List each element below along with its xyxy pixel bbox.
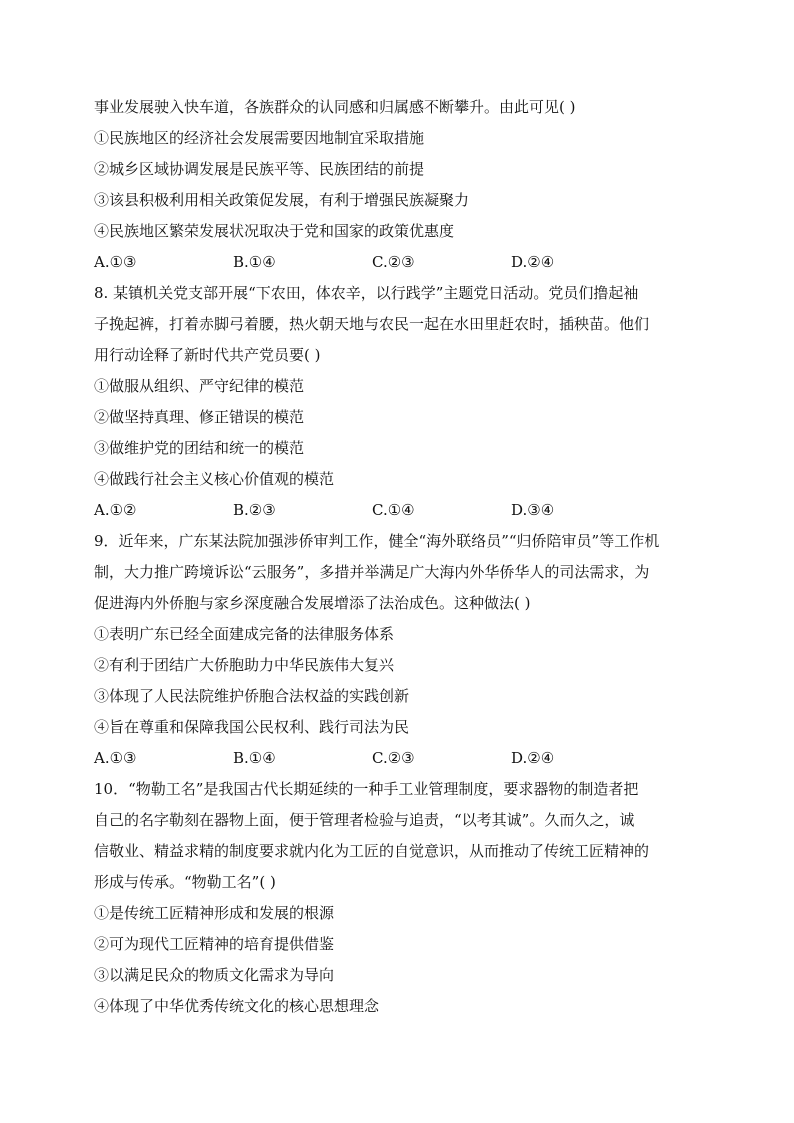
q7-option-2: ②城乡区域协调发展是民族平等、民族团结的前提 — [94, 160, 425, 178]
q9-option-1: ①表明广东已经全面建成完备的法律服务体系 — [94, 625, 395, 643]
q10-option-2: ②可为现代工匠精神的培育提供借鉴 — [94, 935, 335, 953]
q8-answer-a: A.①② — [94, 501, 137, 519]
q9-answer-choices — [94, 748, 714, 768]
q8-option-3: ③做维护党的团结和统一的模范 — [94, 439, 305, 457]
q9-answer-a: A.①③ — [94, 749, 137, 767]
q9-answer-b: B.①④ — [233, 749, 276, 767]
q9-stem-line-2: 制，大力推广跨境诉讼“云服务”，多措并举满足广大海内外华侨华人的司法需求，为 — [94, 563, 650, 581]
q8-option-4: ④做践行社会主义核心价值观的模范 — [94, 470, 335, 488]
q9-stem-line-3: 促进海内外侨胞与家乡深度融合发展增添了法治成色。这种做法( ) — [94, 594, 531, 612]
q7-answer-b: B.①④ — [233, 253, 276, 271]
q9-option-4: ④旨在尊重和保障我国公民权利、践行司法为民 — [94, 718, 410, 736]
q9-answer-d: D.②④ — [511, 749, 555, 767]
q7-option-3: ③该县积极利用相关政策促发展，有利于增强民族凝聚力 — [94, 191, 470, 209]
q8-answer-choices — [94, 500, 714, 520]
q7-answer-choices — [94, 252, 714, 272]
q10-option-4: ④体现了中华优秀传统文化的核心思想理念 — [94, 997, 380, 1015]
q7-stem-line: 事业发展驶入快车道，各族群众的认同感和归属感不断攀升。由此可见( ) — [94, 98, 576, 116]
q8-option-1: ①做服从组织、严守纪律的模范 — [94, 377, 305, 395]
q7-answer-d: D.②④ — [511, 253, 555, 271]
q7-option-1: ①民族地区的经济社会发展需要因地制宜采取措施 — [94, 129, 425, 147]
q7-answer-c: C.②③ — [372, 253, 415, 271]
q10-stem-line-1: 10．“物勒工名”是我国古代长期延续的一种手工业管理制度，要求器物的制造者把 — [94, 780, 639, 798]
q8-stem-line-3: 用行动诠释了新时代共产党员要( ) — [94, 346, 321, 364]
q8-answer-d: D.③④ — [511, 501, 555, 519]
q8-stem-line-2: 子挽起裤，打着赤脚弓着腰，热火朝天地与农民一起在水田里赶农时，插秧苗。他们 — [94, 315, 650, 333]
q8-answer-c: C.①④ — [372, 501, 415, 519]
q7-option-4: ④民族地区繁荣发展状况取决于党和国家的政策优惠度 — [94, 222, 455, 240]
q10-option-1: ①是传统工匠精神形成和发展的根源 — [94, 904, 335, 922]
q8-option-2: ②做坚持真理、修正错误的模范 — [94, 408, 305, 426]
q8-stem-line-1: 8. 某镇机关党支部开展“下农田，体农辛，以行践学”主题党日活动。党员们撸起袖 — [94, 284, 639, 302]
q10-stem-line-2: 自己的名字勒刻在器物上面，便于管理者检验与追责，“以考其诚”。久而久之，诚 — [94, 811, 635, 829]
q7-answer-a: A.①③ — [94, 253, 137, 271]
q10-option-3: ③以满足民众的物质文化需求为导向 — [94, 966, 335, 984]
q9-stem-line-1: 9．近年来，广东某法院加强涉侨审判工作，健全“海外联络员”“归侨陪审员”等工作机 — [94, 532, 660, 550]
q9-option-2: ②有利于团结广大侨胞助力中华民族伟大复兴 — [94, 656, 395, 674]
q8-answer-b: B.②③ — [233, 501, 276, 519]
q10-stem-line-4: 形成与传承。“物勒工名”( ) — [94, 873, 276, 891]
q9-answer-c: C.②③ — [372, 749, 415, 767]
q9-option-3: ③体现了人民法院维护侨胞合法权益的实践创新 — [94, 687, 410, 705]
q10-stem-line-3: 信敬业、精益求精的制度要求就内化为工匠的自觉意识，从而推动了传统工匠精神的 — [94, 842, 650, 860]
